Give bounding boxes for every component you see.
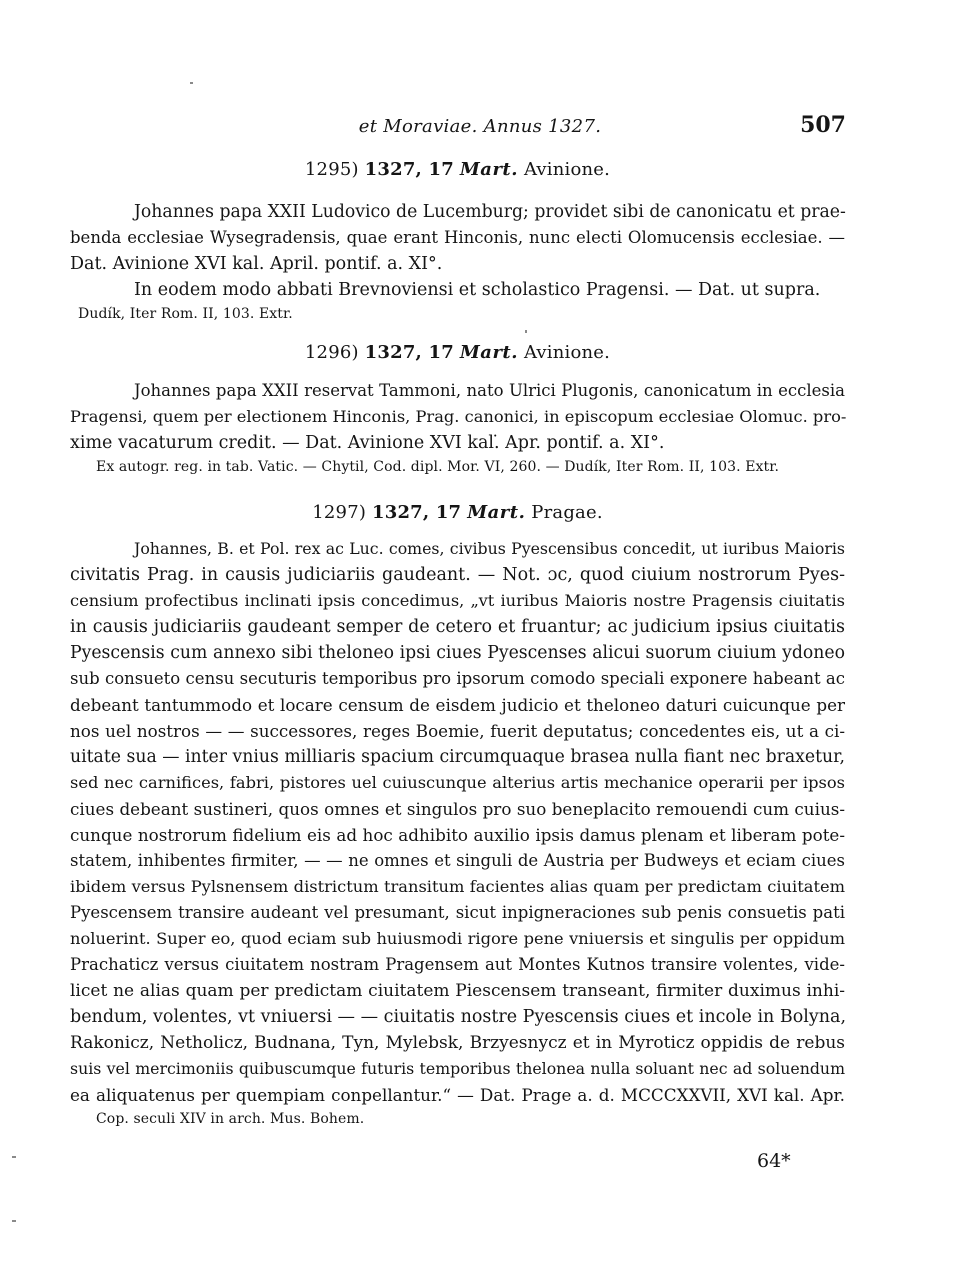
text-line: Johannes papa XXII reservat Tammoni, nato Ulrici Plugonis, canonicatum in ecclesia [134,381,845,400]
text-line: sub consueto censu secuturis temporibus pro ipsorum comodo speciali exponere habeant ac [70,669,845,688]
charter-number: 1297) [312,502,367,523]
page-number: 507 [800,112,846,138]
text-line: ea aliquatenus per quempiam conpellantur.“ — Dat. Prage a. d. MCCCXXVII, XVI kal. Apr. [70,1085,845,1105]
text-line: Dat. Avinione XVI kal. April. pontif. a. XI°. [70,254,443,274]
text-line: suis vel mercimoniis quibuscumque futuris temporibus thelonea nulla soluant nec ad soluendum [70,1059,845,1078]
charter-heading [70,157,845,183]
running-head [0,112,960,142]
text-line: Pragensi, quem per electionem Hinconis, Prag. canonici, in episcopum ecclesiae Olomuc. pro- [70,407,847,426]
scan-speck [525,330,527,333]
charter-place: Avinione. [523,342,611,363]
text-line: censium profectibus inclinati ipsis concedimus, „vt iuribus Maioris nostre Pragensis ciuitatis [70,591,845,610]
text-line: Pyescensem transire audeant vel presumant, sicut inpigneraciones sub penis consuetis pati [70,903,845,922]
text-line: debeant tantummodo et locare censum de eisdem judicio et theloneo daturi cuicunque per [70,695,845,715]
charter-heading [70,500,845,526]
running-head-title: et Moraviae. Annus 1327. [358,116,602,137]
text-line: bendum, volentes, vt vniuersi — — ciuitatis nostre Pyescensis ciues et incole in Bolyna, [70,1007,847,1027]
text-line: Pyescensis cum annexo sibi theloneo ipsi ciues Pyescenses alicui suorum ciuium ydoneo [70,643,845,663]
text-line: nos uel nostros — — successores, reges Boemie, fuerit deputatus; concedentes eis, ut a ci- [70,721,845,741]
text-line: Prachaticz versus ciuitatem nostram Pragensem aut Montes Kutnos transire volentes, vide- [70,955,845,974]
charter-month: Mart. [459,159,519,180]
charter-place: Avinione. [523,159,611,180]
charter-month: Mart. [459,342,519,363]
text-line: In eodem modo abbati Brevnoviensi et scholastico Pragensi. — Dat. ut supra. [134,280,821,300]
source-note: Cop. seculi XIV in arch. Mus. Bohem. [96,1111,365,1127]
scan-speck [12,1156,16,1158]
source-note: Dudík, Iter Rom. II, 103. Extr. [78,306,293,322]
text-line: Rakonicz, Netholicz, Budnana, Tyn, Mylebsk, Brzyesnycz et in Myroticz oppidis de rebus [70,1033,845,1053]
charter-1295 [70,157,845,325]
charter-date: 1327, 17 [372,502,462,523]
text-line: in causis judiciariis gaudeant semper de cetero et fruantur; ac judicium ipsius ciuitatis [70,617,845,637]
text-line: ciues debeant sustineri, quos omnes et singulos pro suo beneplacito remouendi cum cuius- [70,799,845,819]
charter-number: 1295) [304,159,359,180]
text-line: Johannes papa XXII Ludovico de Lucemburg; providet sibi de canonicatu et prae- [134,202,846,222]
charter-date: 1327, 17 [364,342,454,363]
text-line: statem, inhibentes firmiter, — — ne omnes et singuli de Austria per Budweys et eciam ciues [70,851,845,870]
text-line: Johannes, B. et Pol. rex ac Luc. comes, civibus Pyescensibus concedit, ut iuribus Maioris [134,539,845,558]
text-line: uitate sua — inter vnius milliaris spacium circumquaque brasea nulla fiant nec braxetur, [70,747,845,767]
text-line: licet ne alias quam per predictam ciuitatem Piescensem transeant, firmiter duximus inhi- [70,981,845,1001]
text-line: xime vacaturum credit. — Dat. Avinione XVI kal.̇ Apr. pontif. a. XI°. [70,433,665,453]
folio-signature: 64* [757,1150,791,1172]
text-line: benda ecclesiae Wysegradensis, quae erant Hinconis, nunc electi Olomucensis ecclesiae. — [70,228,845,247]
charter-month: Mart. [467,502,526,523]
source-note: Ex autogr. reg. in tab. Vatic. — Chytil, Cod. dipl. Mor. VI, 260. — Dudík, Iter Rom. II, 103. Extr. [96,459,780,475]
charter-heading [70,340,845,366]
charter-number: 1296) [304,342,359,363]
text-line: cunque nostrorum fidelium eis ad hoc adhibito auxilio ipsis damus plenam et liberam pote- [70,825,845,845]
text-line: civitatis Prag. in causis judiciariis gaudeant. — Not. ɔc, quod ciuium nostrorum Pyes- [70,565,845,585]
charter-1297 [70,500,845,1130]
charter-1296 [70,340,845,478]
text-line: sed nec carnifices, fabri, pistores uel cuiuscunque alterius artis mechanice operarii per ipsos [70,773,845,792]
scan-speck [12,1220,16,1222]
charter-place: Pragae. [531,502,603,523]
text-line: noluerint. Super eo, quod eciam sub huiusmodi rigore pene vniuersis et singulis per oppidum [70,929,845,948]
charter-date: 1327, 17 [364,159,454,180]
scan-speck [190,82,193,84]
text-line: ibidem versus Pylsnensem districtum transitum facientes alias quam per predictam ciuitatem [70,877,845,896]
